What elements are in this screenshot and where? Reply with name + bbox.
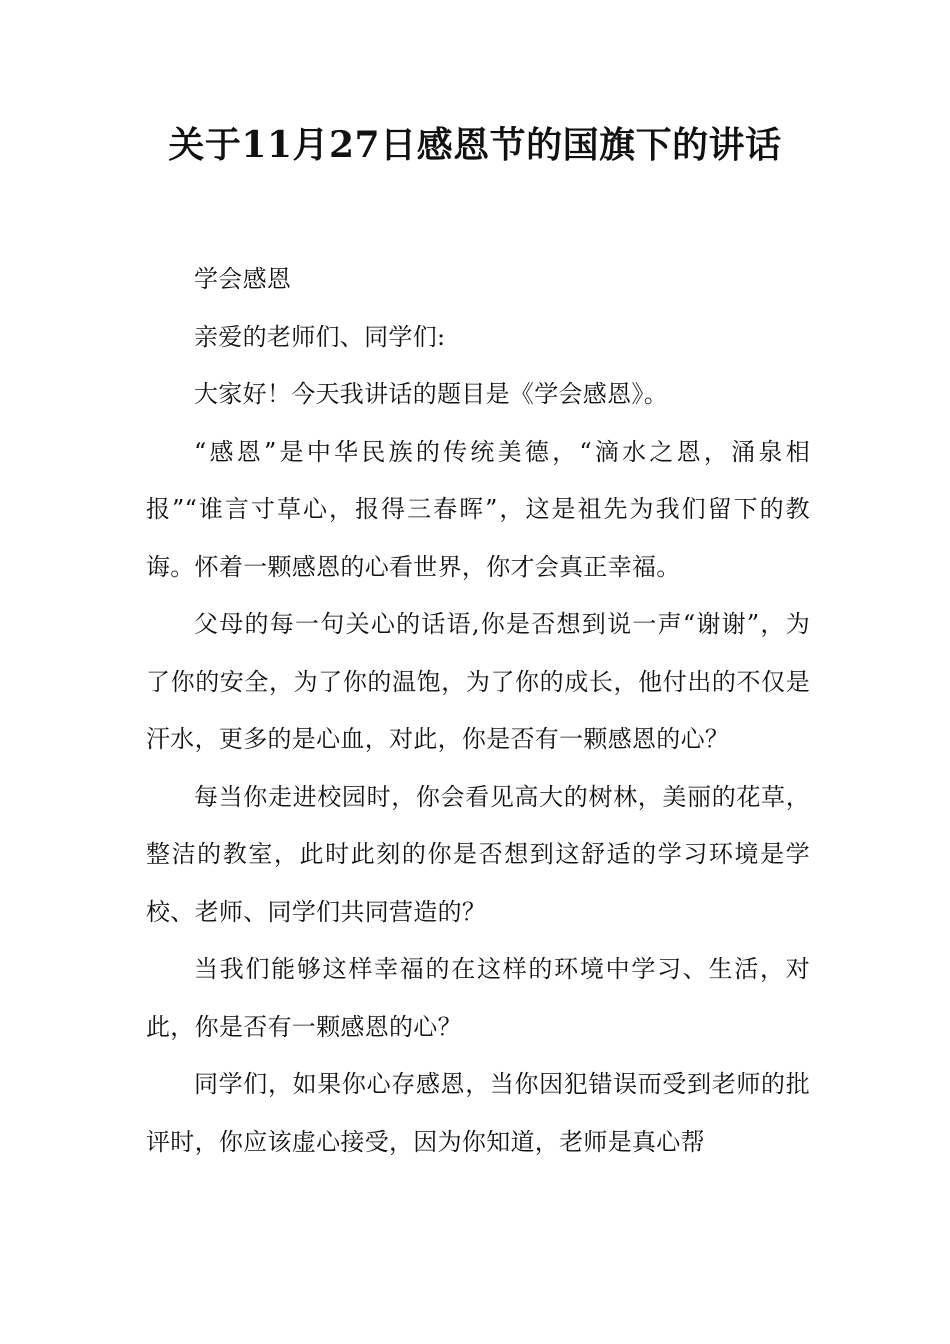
document-title: 关于11月27日感恩节的国旗下的讲话 — [168, 124, 782, 166]
paragraph: 每当你走进校园时，你会看见高大的树林，美丽的花草，整洁的教室，此时此刻的你是否想到这舒适的学习环境是学校、老师、同学们共同营造的？ — [146, 782, 810, 926]
paragraph-greeting: 大家好！今天我讲话的题目是《学会感恩》。 — [194, 380, 668, 408]
paragraph: 父母的每一句关心的话语,你是否想到说一声“谢谢”，为了你的安全，为了你的温饱，为了你的成长，他付出的不仅是汗水，更多的是心血，对此，你是否有一颗感恩的心？ — [146, 610, 810, 753]
document-body — [146, 251, 810, 1171]
paragraph: “感恩”是中华民族的传统美德，“滴水之恩，涌泉相报”“谁言寸草心，报得三春晖”，这是祖先为我们留下的教诲。怀着一颗感恩的心看世界，你才会真正幸福。 — [146, 437, 810, 581]
paragraph: 当我们能够这样幸福的在这样的环境中学习、生活，对此，你是否有一颗感恩的心？ — [146, 955, 810, 1041]
paragraph-salutation: 亲爱的老师们、同学们: — [194, 322, 446, 351]
paragraph-heading: 学会感恩 — [194, 265, 292, 293]
paragraph: 同学们，如果你心存感恩，当你因犯错误而受到老师的批评时，你应该虚心接受，因为你知道，老师是真心帮 — [146, 1070, 810, 1156]
